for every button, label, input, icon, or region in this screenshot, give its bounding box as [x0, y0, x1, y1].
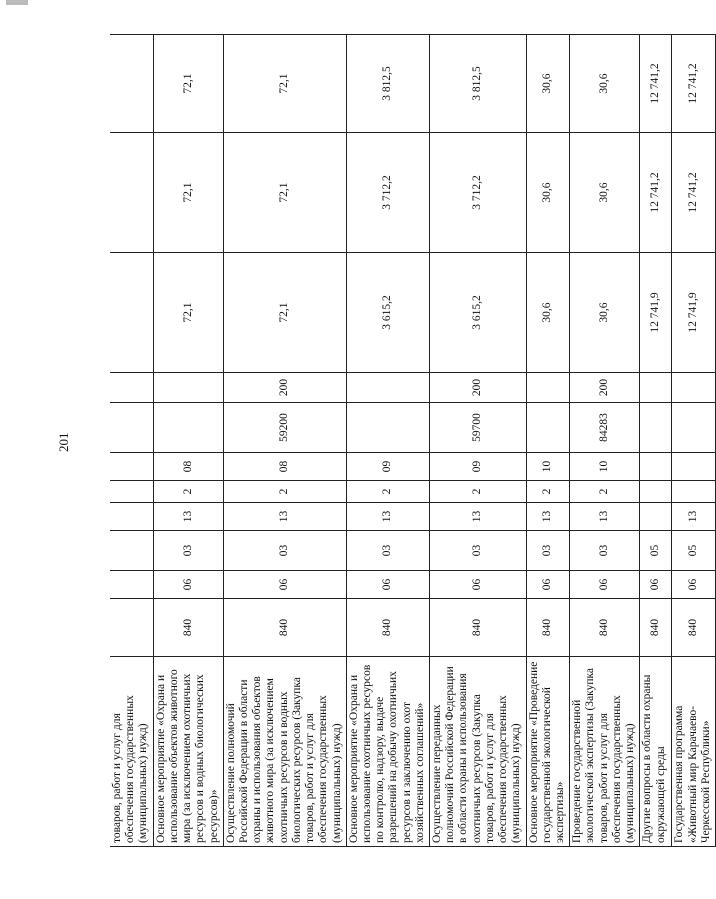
table-row	[153, 35, 223, 847]
target-article-direction	[672, 403, 716, 453]
amount-year-3	[110, 35, 153, 133]
amount-year-1: 12 741,9	[640, 253, 672, 373]
target-article-event: 08	[223, 453, 346, 481]
target-article-program: 13	[430, 503, 527, 531]
table-row	[430, 35, 527, 847]
row-name: Проведение государственной экологической экспертизы (Закупка товаров, работ и услуг для обеспечения государственных (муниципальных) нужд)	[570, 657, 640, 847]
section-code: 06	[672, 571, 716, 599]
expense-type-code	[672, 373, 716, 403]
grbs-code: 840	[526, 599, 570, 657]
target-article-subprogram: 2	[223, 481, 346, 503]
subsection-code: 03	[153, 531, 223, 571]
section-code: 06	[223, 571, 346, 599]
row-name: Осуществление полномочий Российской Федерации в области охраны и использования объектов животного мира (за исключением охотничьих ресурсов и водных биологических ресурсов (Закупка товаров, работ и услуг для обеспечения государственных (муниципальных) нужд)	[223, 657, 346, 847]
subsection-code: 03	[430, 531, 527, 571]
amount-year-3: 3 812,5	[346, 35, 429, 133]
target-article-direction	[526, 403, 570, 453]
target-article-subprogram: 2	[526, 481, 570, 503]
amount-year-3: 72,1	[153, 35, 223, 133]
grbs-code: 840	[430, 599, 527, 657]
target-article-program: 13	[672, 503, 716, 531]
amount-year-2: 30,6	[570, 133, 640, 253]
target-article-event	[640, 453, 672, 481]
table-row	[570, 35, 640, 847]
amount-year-1: 72,1	[153, 253, 223, 373]
grbs-code: 840	[153, 599, 223, 657]
target-article-event: 10	[570, 453, 640, 481]
target-article-event	[110, 453, 153, 481]
target-article-event: 08	[153, 453, 223, 481]
amount-year-2: 30,6	[526, 133, 570, 253]
target-article-program: 13	[346, 503, 429, 531]
grbs-code: 840	[223, 599, 346, 657]
amount-year-1	[110, 253, 153, 373]
target-article-subprogram: 2	[346, 481, 429, 503]
target-article-program	[640, 503, 672, 531]
amount-year-3: 12 741,2	[640, 35, 672, 133]
target-article-direction	[110, 403, 153, 453]
amount-year-2: 72,1	[223, 133, 346, 253]
subsection-code: 05	[640, 531, 672, 571]
row-name: Основное мероприятие «Проведение государственной экологической экспертизы»	[526, 657, 570, 847]
expense-type-code	[640, 373, 672, 403]
target-article-program: 13	[526, 503, 570, 531]
section-code: 06	[570, 571, 640, 599]
expense-type-code: 200	[430, 373, 527, 403]
expense-type-code	[526, 373, 570, 403]
target-article-event: 09	[346, 453, 429, 481]
row-name: Другие вопросы в области охраны окружающей среды	[640, 657, 672, 847]
row-name: Осуществление переданных полномочий Российской Федерации в области охраны и использования охотничьих ресурсов (Закупка товаров, работ и услуг для обеспечения государственных (муниципальных) нужд)	[430, 657, 527, 847]
table-row	[223, 35, 346, 847]
expense-type-code	[110, 373, 153, 403]
target-article-direction	[153, 403, 223, 453]
subsection-code: 03	[223, 531, 346, 571]
amount-year-3: 12 741,2	[672, 35, 716, 133]
target-article-subprogram	[640, 481, 672, 503]
target-article-program: 13	[153, 503, 223, 531]
amount-year-3: 72,1	[223, 35, 346, 133]
target-article-subprogram: 2	[430, 481, 527, 503]
amount-year-1: 72,1	[223, 253, 346, 373]
table-row	[346, 35, 429, 847]
subsection-code: 03	[570, 531, 640, 571]
amount-year-1: 12 741,9	[672, 253, 716, 373]
section-code: 06	[430, 571, 527, 599]
section-code: 06	[346, 571, 429, 599]
amount-year-3: 30,6	[526, 35, 570, 133]
table-row	[110, 35, 153, 847]
grbs-code: 840	[640, 599, 672, 657]
target-article-program: 13	[570, 503, 640, 531]
page-number: 201	[56, 432, 71, 452]
target-article-direction	[640, 403, 672, 453]
amount-year-1: 3 615,2	[430, 253, 527, 373]
amount-year-2: 3 712,2	[346, 133, 429, 253]
target-article-subprogram: 2	[153, 481, 223, 503]
section-code: 06	[640, 571, 672, 599]
table-row	[672, 35, 716, 847]
target-article-direction: 59200	[223, 403, 346, 453]
target-article-event	[672, 453, 716, 481]
row-name: товаров, работ и услуг для обеспечения государственных (муниципальных) нужд)	[110, 657, 153, 847]
row-name: Основное мероприятие «Охрана и использование объектов животного мира (за исключением охотничьих ресурсов и водных биологических ресурсов)»	[153, 657, 223, 847]
target-article-event: 10	[526, 453, 570, 481]
amount-year-3: 30,6	[570, 35, 640, 133]
target-article-subprogram: 2	[570, 481, 640, 503]
table-row	[526, 35, 570, 847]
section-code: 06	[526, 571, 570, 599]
grbs-code	[110, 599, 153, 657]
target-article-direction	[346, 403, 429, 453]
expense-type-code: 200	[223, 373, 346, 403]
subsection-code	[110, 531, 153, 571]
subsection-code: 05	[672, 531, 716, 571]
table-row	[640, 35, 672, 847]
row-name: Основное мероприятие «Охрана и использование охотничьих ресурсов по контролю, надзору, выдаче разрешений на добычу охотничьих ресурсов и заключению охот хозяйственных соглашений»	[346, 657, 429, 847]
scan-corner-mark	[6, 0, 28, 5]
target-article-program	[110, 503, 153, 531]
amount-year-2	[110, 133, 153, 253]
expense-type-code	[346, 373, 429, 403]
amount-year-1: 30,6	[570, 253, 640, 373]
row-name: Государственная программа «Животный мир Карачаево-Черкесской Республики»	[672, 657, 716, 847]
amount-year-2: 3 712,2	[430, 133, 527, 253]
budget-table	[110, 34, 716, 847]
grbs-code: 840	[672, 599, 716, 657]
table-body	[110, 35, 715, 847]
target-article-direction: 84283	[570, 403, 640, 453]
section-code: 06	[153, 571, 223, 599]
amount-year-2: 72,1	[153, 133, 223, 253]
expense-type-code: 200	[570, 373, 640, 403]
amount-year-1: 30,6	[526, 253, 570, 373]
amount-year-2: 12 741,2	[672, 133, 716, 253]
amount-year-3: 3 812,5	[430, 35, 527, 133]
amount-year-1: 3 615,2	[346, 253, 429, 373]
expense-type-code	[153, 373, 223, 403]
subsection-code: 03	[526, 531, 570, 571]
target-article-direction: 59700	[430, 403, 527, 453]
grbs-code: 840	[346, 599, 429, 657]
target-article-subprogram	[110, 481, 153, 503]
subsection-code: 03	[346, 531, 429, 571]
budget-table-rotated	[110, 35, 716, 847]
target-article-subprogram	[672, 481, 716, 503]
amount-year-2: 12 741,2	[640, 133, 672, 253]
target-article-program: 13	[223, 503, 346, 531]
grbs-code: 840	[570, 599, 640, 657]
section-code	[110, 571, 153, 599]
target-article-event: 09	[430, 453, 527, 481]
